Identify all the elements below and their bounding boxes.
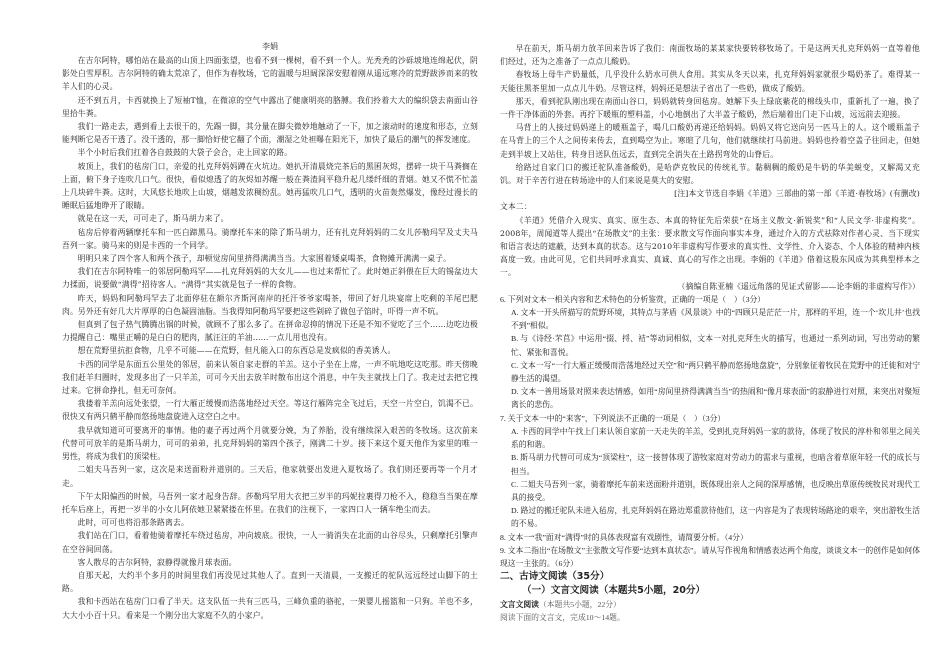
paragraph: 此时，可可也将沿那条路离去。 [77, 518, 189, 528]
paragraph: 昨天，妈妈和阿勒玛罕去了北面停驻在额尔齐斯河南岸的托汗爷爷家喝茶，带回了好几块宴席上吃剩的羊尾巴肥肉。另外还有好几大片厚厚的白色凝固油脂。当我得知阿勒玛罕要把这些剁碎了做包子馅时，吓得一声不吭。 [62, 293, 478, 316]
option-a[interactable]: A. 卡西的同学中午找上门来认领自家前一天走失的羊羔，受到扎克拜妈妈一家的款待，体现了牧民的淳朴和邻里之间关系的和谐。 [511, 426, 920, 450]
question-8: 8. 文本一“我”面对“满得”时的具体表现富有戏剧性，请简要分析。（4分） [500, 532, 748, 542]
paragraph: 半个小时后我们扛着各自鼓鼓的大袋子会合，走上回家的路。 [77, 148, 293, 158]
paragraph: 明明只来了四个客人和两个孩子，却顿觉房间里挤得满满当当。大家围着矮桌喝茶，食物摊开满满一桌子。 [77, 254, 452, 264]
option-c[interactable]: C. 二姐夫马吾列一家，骑着摩托车前来送面粉并道别，既体现出亲人之间的深厚感情，也反映出草原传统牧民对现代工具的接受。 [511, 479, 920, 502]
paragraph: 二姐夫马吾列一家，这次是来送面粉并道别的。三天后，他家就要出发进入夏牧场了。我们则还要再等一个月才走。 [62, 465, 478, 488]
paragraph: 我们站在门口，看着他骑着摩托车绕过毡房，冲向坡底。很快，一人一骑消失在北面的山谷尽头，只剩摩托引擎声在空谷间回荡。 [62, 531, 478, 554]
paragraph: 毡房后停着两辆摩托车和一匹白蹄黑马。骑摩托车来的除了斯马胡力，还有扎克拜妈妈的二女儿莎勒玛罕及丈夫马吾列一家。骑马来的则是卡西的一个同学。 [62, 227, 478, 250]
paragraph: 还不到五月，卡西就换上了短袖T恤，在微凉的空气中露出了健康明亮的胳膊。我们拎着大大的编织袋去南面山谷里拾牛粪。 [62, 95, 478, 118]
paragraph: 那天，看到驼队刚出现在南面山谷口，妈妈就转身回毡房。她解下头上绿底紫花的棉线头巾，重新扎了一遍，换了一件干净体面的外套。再拧下暖瓶的塑料盖，小心地倒出了大半盖子酸奶，然后端着出门走下山坡，远远前去迎接。 [500, 96, 920, 120]
paragraph: 我搂着羊羔向远处张望，一行大雁正缓慢而浩荡地经过天空。等这行雁阵完全飞过后，天空一片空白，饥渴不已。很快又有两只鹤平静而悠扬地盘旋进入这空白之中。 [62, 399, 478, 422]
classical-reading-label [500, 598, 920, 611]
option-c[interactable]: C. 文本一写“一行大雁正缓慢而浩荡地经过天空”和“两只鹤平静而悠扬地盘旋”，分别象征着牧民在荒野中的迁徙和对宁静生活的渴望。 [511, 360, 920, 384]
section-heading: 二、古诗文阅读（35分） [500, 571, 610, 583]
question-9: 9. 文本二指出“在场散文”主张散文写作要“达到本真状态”。请从写作视角和情感表达两个角度，谈谈文本一的创作是如何体现这一主张的。（6分） [500, 545, 920, 568]
paragraph: 下午太阳偏西的时候，马吾列一家才起身告辞。莎勒玛罕用大衣把三岁半的玛妮拉裹得刀枪不入，稳稳当当架在摩托车后座上，再把一岁半的小女儿阿依她卫紧紧搂在怀里。在我们的注视下，一家四口人一辆车绝尘而去。 [62, 491, 478, 514]
question-7 [500, 412, 920, 531]
paragraph: 给路过自家门口的搬迁驼队准备酸奶，是哈萨克牧民的传统礼节。黏稠稠的酸奶是牛奶的华美蜕变，又解渴又充饥。对于辛苦行进在转场途中的人们来说是莫大的安慰。 [500, 162, 920, 186]
paragraph: 早在前天，斯马胡力放羊回来告诉了我们：南面牧场的某某家快要转移牧场了。于是这两天扎克拜妈妈一直等着他们经过，还为之准备了一点点儿酸奶。 [500, 44, 920, 67]
paragraph: 坡顶上，我们的毡房门口，亲爱的扎克拜妈妈蹲在火坑边。她扒开清晨烧完茶后的黑囷灰烬，摆碎一块干马粪搁在上面，俯下身子连吹几口气。很快，看似熄透了的灰烬如苏醒一般在粪渣间平稳升起几缕纤细的青烟。她又不慌不忙盖上几块碎牛粪。这时，大风悠长地吹上山坡，烟越发浓稠纷乱。她再猛吹几口气，透明的火苗轰然爆发，像经过漫长的睡眠后猛地睁开了眼睛。 [62, 161, 478, 211]
paragraph: 马背上的人接过妈妈递上的暖瓶盖子，喝几口酸奶再递还给妈妈。妈妈又将它送向另一匹马上的人。这个暖瓶盖子在马背上的三个人之间传来传去，直到喝空为止。寒暄了几句，他们就继续打马前进。妈妈也拎着空盖子往回走，但她走到半坡上又站住，转身目送队伍远去，直到完全消失在土路拐弯处的山脊后。 [500, 123, 920, 159]
question-6 [500, 293, 920, 412]
subsection-heading: （一）文言文阅读（本题共5小题，20分） [522, 584, 706, 596]
author-name: 李娟 [262, 42, 278, 51]
option-b[interactable]: B. 与《诗经·芣苢》中运用“掇、捋、袺”等动词相似，文本一对扎克拜生火的描写，也通过一系列动词，写出劳动的繁忙、紧张和喜悦。 [511, 334, 920, 357]
option-b[interactable]: B. 斯马胡力代替可可成为“顶梁柱”，这一接替体现了游牧家庭对劳动力的需求与重视，也暗含着草原年轻一代的成长与担当。 [511, 453, 920, 476]
paragraph: 在吉尔阿特，哪怕站在最高的山顶上四面张望，也看不到一棵树，看不到一个人。光秃秃的沙砾坡地连绵起伏，阴影处白雪厚积。吉尔阿特的确太荒凉了，但作为春牧场，它的温暖与坦阔深深安慰着刚从遥远寒冷的荒野跋涉而来的牧羊人们的心灵。 [62, 56, 478, 92]
question-stem: 7. 关于文本一中的“来客”，下列说法不正确的一项是（ ）（3分） [500, 413, 726, 423]
instruction: 阅读下面的文言文，完成10～14题。 [500, 612, 625, 622]
paragraph: 但真到了包子热气腾腾出锅的时候，就顾不了那么多了。在拼命忍抑的情况下还是不知不觉吃了三个……边吃边极力提醒自己：嘴里正嚼的是白白的肥肉，腻汪汪的羊油……一点儿用也没有。 [62, 320, 478, 343]
right-column [500, 42, 920, 624]
paragraph: 我们在吉尔阿特唯一的邻居阿勒玛罕——扎克拜妈妈的大女儿——也过来帮忙了。此时她正斜偎在巨大的锡盆边大力揉面，说要做“满得”招待客人。“满得”其实就是包子一样的食物。 [62, 267, 478, 290]
paragraph: 想在荒野里抗拒食物，几乎不可能——在荒野，但凡能入口的东西总是发疯似的香美诱人。 [77, 346, 396, 356]
paragraph: 我们一路走去，遇到看上去很干的，先踢一脚，其分量在脚尖微妙地触动了一下，加之滚动时的速度和形态，立刻能判断它是否干透了。没干透的，那一脚恰好使它翻了个面，潮湿之处袒曝在阳光下，加快了最后的潮气的挥发速度。 [62, 122, 478, 145]
text2-source: （摘编自陈亚楠《遥远角落的见证式留影——论李娟的非虚构写作》） [677, 281, 920, 291]
option-a[interactable]: A. 文本一开头所描写的荒野环境，其特点与茅盾《风景谈》中的“四顾只是茫茫一片，那样的平坦，连一个‘坎儿井’也找不到”相似。 [511, 308, 920, 331]
option-d[interactable]: D. 文本一善用场景对照来表达情感，如用“房间里挤得满满当当”的热闹和“像月球表面”的寂静进行对照，来突出对聚短离长的悲伤。 [511, 387, 920, 410]
paragraph: 我早就知道可可要离开的事情。他的妻子再过两个月就要分娩，为了养胎，没有继续深入艰苦的冬牧场。这次前来代替可可放羊的是斯马胡力，可可的弟弟，扎克拜妈妈的第四个孩子，刚满二十岁。接下来这个夏天他作为家里的唯一男性，将成为我们的顶梁柱。 [62, 425, 478, 462]
option-d[interactable]: D. 路过的搬迁驼队未进入毡房，扎克拜妈妈在路边郑重款待他们，这一内容是为了表现转场路途的艰辛，突出游牧生活的不易。 [511, 506, 920, 529]
paragraph: 卡西的同学是东面五公里处的邻居，前来认领自家走群的羊羔。这小子坐在上席，一声不吭地吃这吃那。昨天傍晚我们赶羊归圈时，发现多出了一只羊羔，可可今天出去放羊时散布出这个消息，中午失主就找上门了。我走过去把它拽过来。它拼命挣扎，但无可奈何。 [62, 359, 478, 396]
left-column [62, 54, 478, 622]
paragraph: 就是在这一天，可可走了，斯马胡力来了。 [77, 214, 229, 224]
paragraph: 春牧场上母牛产奶量低，几乎没什么奶水可供人食用。其实从冬天以来，扎克拜妈妈家就很少喝奶茶了。难得某一天能往黑茶里加一点点儿牛奶。尽管这样，妈妈还是想法子省出了一些奶，做成了酸奶。 [500, 70, 920, 93]
paragraph: 我和卡西站在毡房门口看了半天。这支队伍一共有三匹马，三峰负重的骆驼，一架婴儿摇篮和一只狗。羊也不多，大大小小百十只。看来是一个刚分出大家庭不久的小家户。 [62, 597, 478, 620]
label-rest: （本题共5小题，22分） [538, 599, 621, 609]
text2-label: 文本二： [500, 202, 532, 212]
source-note: [注]本文节选自李娟《羊道》三部曲的第一部《羊道·春牧场》(有删改) [674, 189, 920, 199]
label-bold: 文言文阅读 [500, 599, 539, 609]
text2-paragraph: 《羊道》凭借介入现实、真实、原生态、本真的特征先后荣获“在场主义散文·新锐奖”和“人民文学·非虚构奖”。2008年，周闻道等人提出“在场散文”的主张：要求散文写作面向事实本身，通过介入的方式祛除对作者心灵、当下现实和语言表达的遮蔽，达到本真的状态。这与2010年非虚构写作要求的真实性、文学性、介入姿态、个人体验的精神内核高度一致。由此可见，它们共同呼求真实、真诚、真心的写作之出现。李娟的《羊道》借着这股东风成为其典型样本之一。 [500, 215, 920, 278]
paragraph: 客人散尽的吉尔阿特，寂静得就像月球表面。 [77, 557, 237, 567]
question-stem: 6. 下列对文本一相关内容和艺术特色的分析鉴赏，正确的一项是（ ）（3分） [500, 294, 766, 304]
paragraph: 自那天起，大约半个多月的时间里我们再没见过其他人了。直到一天清晨，一支搬迁的驼队远远经过山脚下的土路。 [62, 570, 478, 594]
